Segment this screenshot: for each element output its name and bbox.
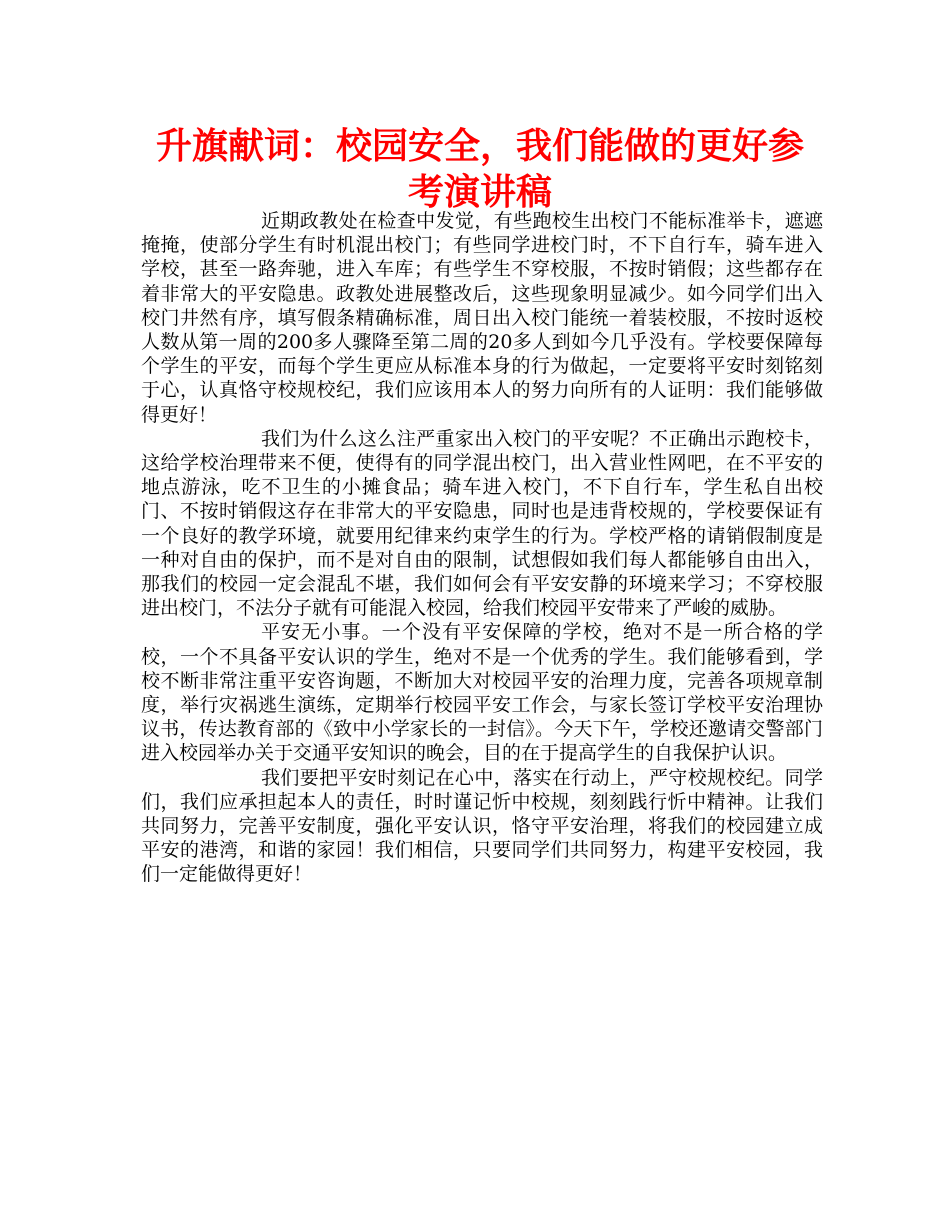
paragraph-3: 平安无小事。一个没有平安保障的学校，绝对不是一所合格的学校，一个不具备平安认识的学生，绝对不是一个优秀的学生。我们能够看到，学校不断非常注重平安咨询题，不断加大对校园平安的治理力度，完善各项规章制度，举行灾祸逃生演练，定期举行校园平安工作会，与家长签订学校平安治理协议书，传达教育部的《致中小学家长的一封信》。今天下午，学校还邀请交警部门进入校园举办关于交通平安知识的晚会，目的在于提高学生的自我保护认识。 — [141, 621, 823, 765]
paragraph-4: 我们要把平安时刻记在心中，落实在行动上，严守校规校纪。同学们，我们应承担起本人的责任，时时谨记忻中校规，刻刻践行忻中精神。让我们共同努力，完善平安制度，强化平安认识，恪守平安治理，将我们的校园建立成平安的港湾，和谐的家园！我们相信，只要同学们共同努力，构建平安校园，我们一定能做得更好！ — [141, 766, 823, 886]
paragraph-2: 我们为什么这么注严重家出入校门的平安呢？不正确出示跑校卡，这给学校治理带来不便，使得有的同学混出校门，出入营业性网吧，在不平安的地点游泳，吃不卫生的小摊食品；骑车进入校门，不下自行车，学生私自出校门、不按时销假这存在非常大的平安隐患，同时也是违背校规的，学校要保证有一个良好的教学环境，就要用纪律来约束学生的行为。学校严格的请销假制度是一种对自由的保护，而不是对自由的限制，试想假如我们每人都能够自由出入，那我们的校园一定会混乱不堪，我们如何会有平安安静的环境来学习；不穿校服进出校门，不法分子就有可能混入校园，给我们校园平安带来了严峻的威胁。 — [141, 427, 823, 620]
paragraph-1: 近期政教处在检查中发觉，有些跑校生出校门不能标准举卡，遮遮掩掩，使部分学生有时机混出校门；有些同学进校门时，不下自行车，骑车进入学校，甚至一路奔驰，进入车库；有些学生不穿校服，不按时销假；这些都存在着非常大的平安隐患。政教处进展整改后，这些现象明显减少。如今同学们出入校门井然有序，填写假条精确标准，周日出入校门能统一着装校服，不按时返校人数从第一周的200多人骤降至第二周的20多人到如今几乎没有。学校要保障每个学生的平安，而每个学生更应从标准本身的行为做起，一定要将平安时刻铭刻于心，认真恪守校规校纪，我们应该用本人的努力向所有的人证明：我们能够做得更好！ — [141, 210, 823, 426]
document-title: 升旗献词：校园安全，我们能做的更好参考演讲稿 — [155, 126, 804, 213]
document-body — [141, 209, 823, 887]
